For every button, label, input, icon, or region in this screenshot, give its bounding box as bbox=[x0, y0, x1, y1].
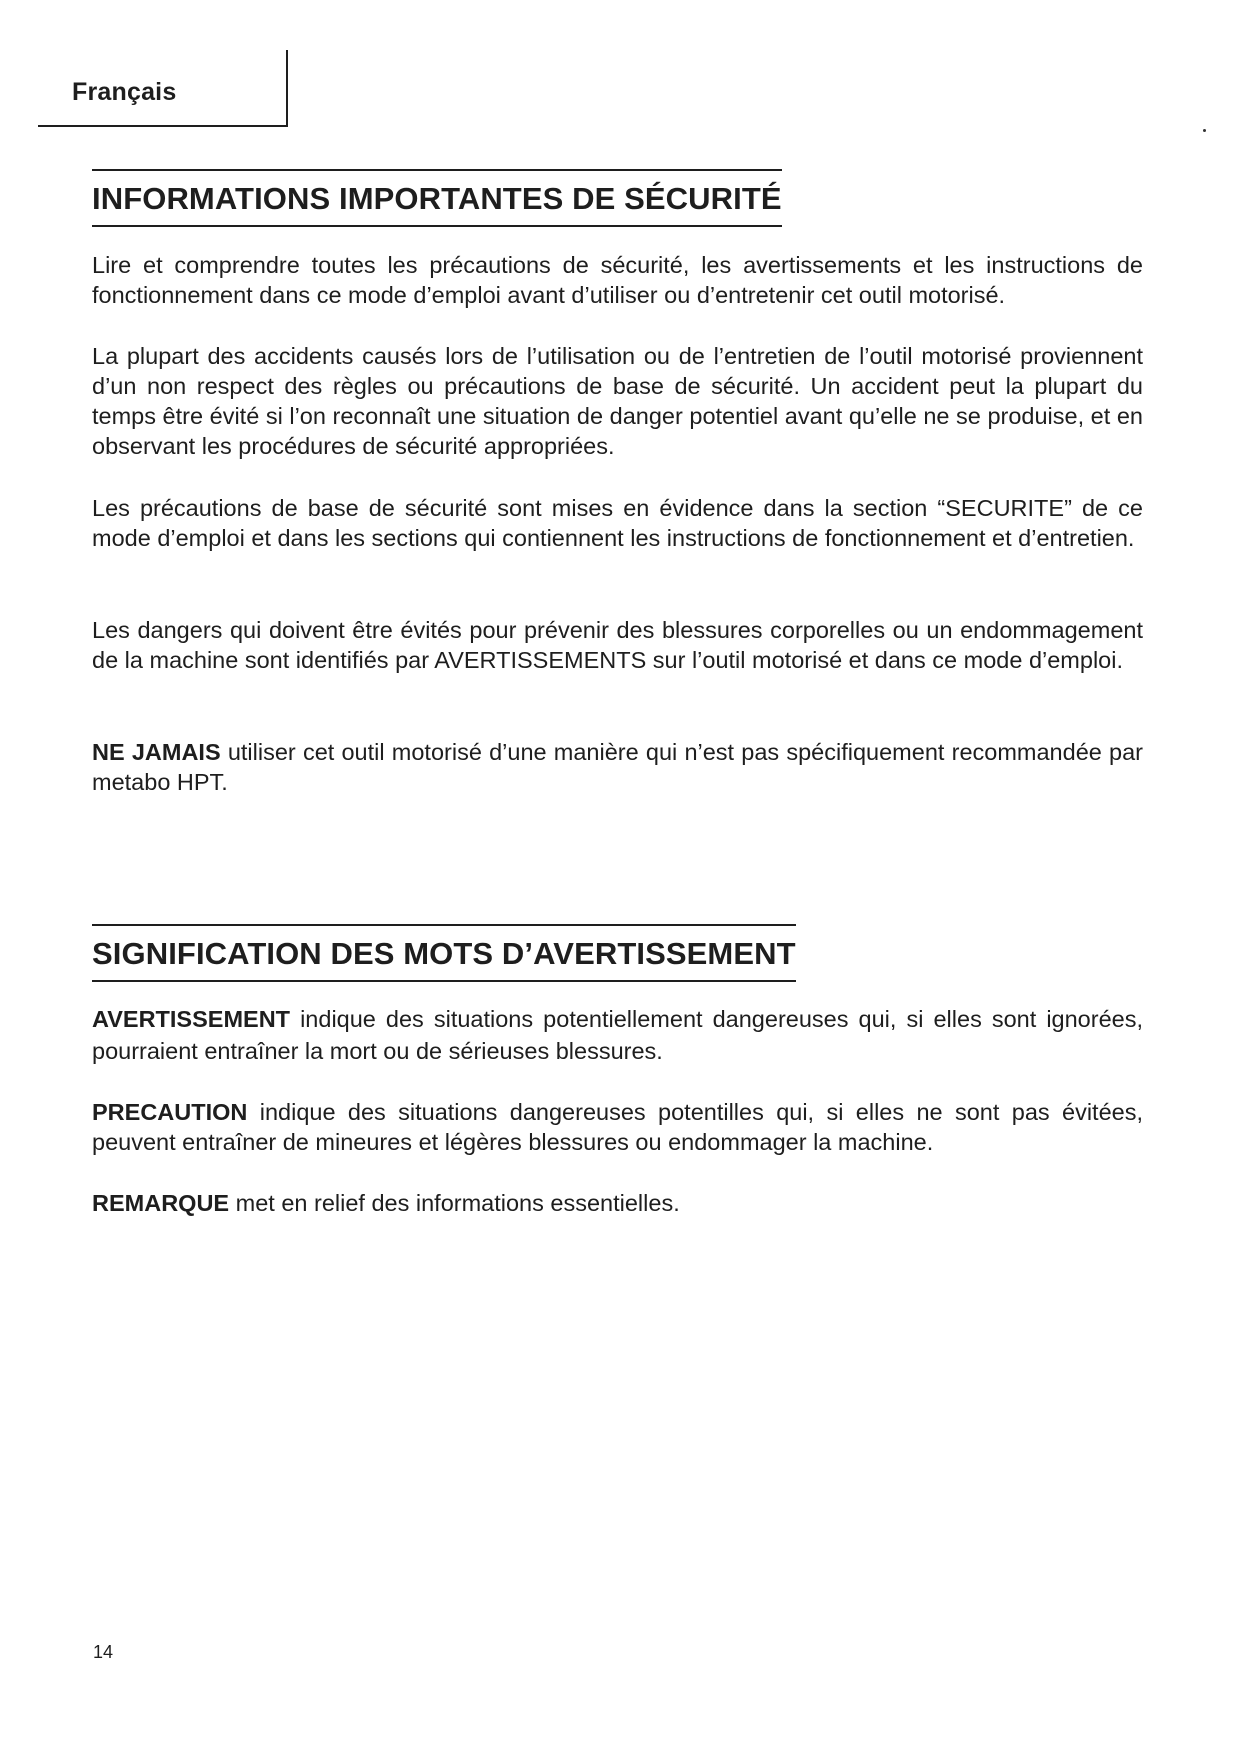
page-number: 14 bbox=[93, 1642, 114, 1662]
caution-text: indique des situations dangereuses potentilles qui, si elles ne sont pas évitées, peuvent entraîner de mineures et légères blessures ou endommager la machine. bbox=[92, 1099, 1143, 1155]
note-definition bbox=[92, 1188, 1143, 1218]
warning-term: AVERTISSEMENT bbox=[92, 1006, 291, 1032]
warning-definition bbox=[92, 1003, 1143, 1067]
note-term: REMARQUE bbox=[92, 1190, 230, 1216]
precautions-paragraph: Les précautions de base de sécurité sont mises en évidence dans la section “SECURITE” de ce mode d’emploi et dans les sections qui contiennent les instructions de fonctionnement et d’entretien. bbox=[92, 495, 1143, 551]
language-label: Français bbox=[72, 78, 177, 106]
never-keyword: NE JAMAIS bbox=[92, 739, 221, 765]
scan-dot bbox=[1203, 129, 1206, 132]
never-text: utiliser cet outil motorisé d’une manière qui n’est pas spécifiquement recommandée par metabo HPT. bbox=[92, 739, 1143, 795]
safety-info-heading: INFORMATIONS IMPORTANTES DE SÉCURITÉ bbox=[92, 169, 782, 227]
accidents-paragraph: La plupart des accidents causés lors de l’utilisation ou de l’entretien de l’outil motorisé proviennent d’un non respect des règles ou précautions de base de sécurité. Un accident peut la plupart du temps être évité si l’on reconnaît une situation de danger potentiel avant qu’elle ne se produise, et en observant les procédures de sécurité appropriées. bbox=[92, 343, 1143, 459]
note-text: met en relief des informations essentielles. bbox=[229, 1190, 680, 1216]
intro-paragraph: Lire et comprendre toutes les précautions de sécurité, les avertissements et les instructions de fonctionnement dans ce mode d’emploi avant d’utiliser ou d’entretenir cet outil motorisé. bbox=[92, 252, 1143, 308]
warning-text: indique des situations potentiellement dangereuses qui, si elles sont ignorées, pourraient entraîner la mort ou de sérieuses blessures. bbox=[92, 1006, 1143, 1064]
caution-term: PRECAUTION bbox=[92, 1099, 248, 1125]
caution-definition bbox=[92, 1097, 1143, 1157]
warning-words-heading: SIGNIFICATION DES MOTS D’AVERTISSEMENT bbox=[92, 924, 796, 982]
never-use-paragraph bbox=[92, 737, 1143, 797]
dangers-paragraph: Les dangers qui doivent être évités pour prévenir des blessures corporelles ou un endommagement de la machine sont identifiés par AVERTISSEMENTS sur l’outil motorisé et dans ce mode d’emploi. bbox=[92, 617, 1143, 673]
